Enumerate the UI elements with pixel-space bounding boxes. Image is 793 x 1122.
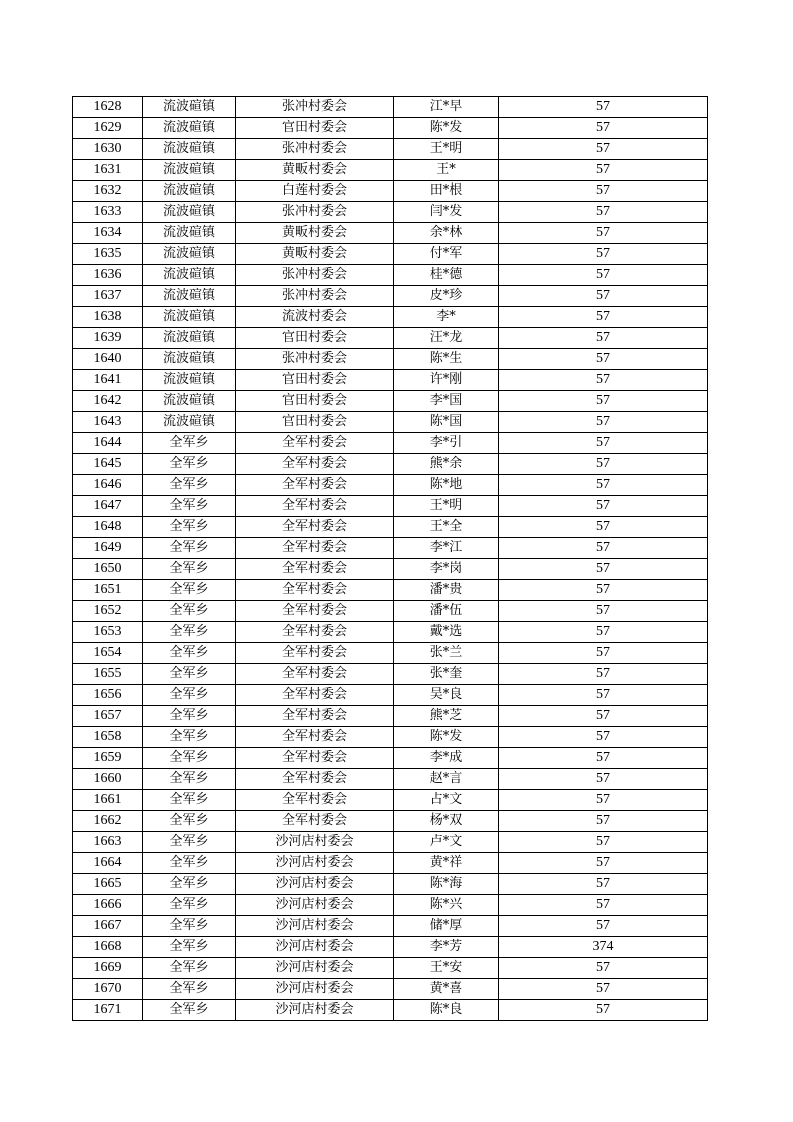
name-cell: 张*兰 (394, 643, 499, 664)
amount-cell: 57 (499, 286, 708, 307)
township-cell: 全军乡 (143, 895, 236, 916)
township-cell: 流波碹镇 (143, 349, 236, 370)
name-cell: 陈*生 (394, 349, 499, 370)
name-cell: 江*早 (394, 97, 499, 118)
village-committee-cell: 白莲村委会 (236, 181, 394, 202)
serial-number-cell: 1652 (73, 601, 143, 622)
village-committee-cell: 官田村委会 (236, 118, 394, 139)
amount-cell: 57 (499, 307, 708, 328)
table-row (73, 139, 708, 160)
table-row (73, 223, 708, 244)
name-cell: 李* (394, 307, 499, 328)
table-row (73, 265, 708, 286)
table-row (73, 643, 708, 664)
table-row (73, 181, 708, 202)
serial-number-cell: 1662 (73, 811, 143, 832)
table-row (73, 874, 708, 895)
amount-cell: 57 (499, 349, 708, 370)
name-cell: 闫*发 (394, 202, 499, 223)
serial-number-cell: 1661 (73, 790, 143, 811)
village-committee-cell: 全军村委会 (236, 790, 394, 811)
amount-cell: 57 (499, 118, 708, 139)
village-committee-cell: 全军村委会 (236, 454, 394, 475)
village-committee-cell: 全军村委会 (236, 664, 394, 685)
township-cell: 流波碹镇 (143, 97, 236, 118)
amount-cell: 57 (499, 643, 708, 664)
name-cell: 潘*伍 (394, 601, 499, 622)
amount-cell: 57 (499, 685, 708, 706)
name-cell: 杨*双 (394, 811, 499, 832)
township-cell: 流波碹镇 (143, 370, 236, 391)
township-cell: 全军乡 (143, 538, 236, 559)
village-committee-cell: 沙河店村委会 (236, 958, 394, 979)
amount-cell: 57 (499, 454, 708, 475)
name-cell: 王*全 (394, 517, 499, 538)
table-row (73, 202, 708, 223)
amount-cell: 57 (499, 853, 708, 874)
amount-cell: 57 (499, 832, 708, 853)
village-committee-cell: 黄畈村委会 (236, 223, 394, 244)
amount-cell: 57 (499, 391, 708, 412)
table-row (73, 559, 708, 580)
amount-cell: 57 (499, 139, 708, 160)
amount-cell: 57 (499, 160, 708, 181)
township-cell: 全军乡 (143, 601, 236, 622)
table-row (73, 1000, 708, 1021)
township-cell: 流波碹镇 (143, 160, 236, 181)
village-committee-cell: 官田村委会 (236, 370, 394, 391)
township-cell: 流波碹镇 (143, 244, 236, 265)
amount-cell: 57 (499, 811, 708, 832)
amount-cell: 57 (499, 181, 708, 202)
table-row (73, 811, 708, 832)
village-committee-cell: 黄畈村委会 (236, 160, 394, 181)
name-cell: 陈*兴 (394, 895, 499, 916)
serial-number-cell: 1657 (73, 706, 143, 727)
village-committee-cell: 张冲村委会 (236, 265, 394, 286)
serial-number-cell: 1630 (73, 139, 143, 160)
name-cell: 皮*珍 (394, 286, 499, 307)
serial-number-cell: 1644 (73, 433, 143, 454)
amount-cell: 57 (499, 202, 708, 223)
village-committee-cell: 全军村委会 (236, 475, 394, 496)
table-row (73, 979, 708, 1000)
township-cell: 全军乡 (143, 811, 236, 832)
name-cell: 张*奎 (394, 664, 499, 685)
amount-cell: 57 (499, 517, 708, 538)
township-cell: 全军乡 (143, 874, 236, 895)
township-cell: 流波碹镇 (143, 391, 236, 412)
serial-number-cell: 1632 (73, 181, 143, 202)
name-cell: 黄*祥 (394, 853, 499, 874)
table-row (73, 391, 708, 412)
table-row (73, 580, 708, 601)
township-cell: 全军乡 (143, 433, 236, 454)
name-cell: 陈*良 (394, 1000, 499, 1021)
amount-cell: 57 (499, 769, 708, 790)
table-row (73, 286, 708, 307)
amount-cell: 57 (499, 559, 708, 580)
township-cell: 全军乡 (143, 517, 236, 538)
table-row (73, 622, 708, 643)
serial-number-cell: 1629 (73, 118, 143, 139)
serial-number-cell: 1655 (73, 664, 143, 685)
name-cell: 王*明 (394, 139, 499, 160)
village-committee-cell: 沙河店村委会 (236, 916, 394, 937)
village-committee-cell: 沙河店村委会 (236, 1000, 394, 1021)
serial-number-cell: 1660 (73, 769, 143, 790)
serial-number-cell: 1653 (73, 622, 143, 643)
amount-cell: 57 (499, 475, 708, 496)
village-committee-cell: 沙河店村委会 (236, 979, 394, 1000)
amount-cell: 57 (499, 895, 708, 916)
township-cell: 流波碹镇 (143, 412, 236, 433)
serial-number-cell: 1665 (73, 874, 143, 895)
village-committee-cell: 沙河店村委会 (236, 874, 394, 895)
township-cell: 流波碹镇 (143, 202, 236, 223)
table-row (73, 853, 708, 874)
amount-cell: 57 (499, 958, 708, 979)
name-cell: 桂*德 (394, 265, 499, 286)
serial-number-cell: 1645 (73, 454, 143, 475)
township-cell: 全军乡 (143, 580, 236, 601)
serial-number-cell: 1668 (73, 937, 143, 958)
township-cell: 全军乡 (143, 748, 236, 769)
village-committee-cell: 沙河店村委会 (236, 937, 394, 958)
village-committee-cell: 全军村委会 (236, 706, 394, 727)
township-cell: 流波碹镇 (143, 181, 236, 202)
township-cell: 全军乡 (143, 622, 236, 643)
table-row (73, 748, 708, 769)
serial-number-cell: 1642 (73, 391, 143, 412)
serial-number-cell: 1666 (73, 895, 143, 916)
village-committee-cell: 官田村委会 (236, 391, 394, 412)
serial-number-cell: 1641 (73, 370, 143, 391)
village-committee-cell: 全军村委会 (236, 496, 394, 517)
village-committee-cell: 张冲村委会 (236, 286, 394, 307)
serial-number-cell: 1631 (73, 160, 143, 181)
name-cell: 储*厚 (394, 916, 499, 937)
amount-cell: 57 (499, 874, 708, 895)
amount-cell: 57 (499, 979, 708, 1000)
name-cell: 戴*选 (394, 622, 499, 643)
township-cell: 全军乡 (143, 979, 236, 1000)
amount-cell: 57 (499, 916, 708, 937)
village-committee-cell: 官田村委会 (236, 328, 394, 349)
amount-cell: 57 (499, 433, 708, 454)
village-committee-cell: 全军村委会 (236, 811, 394, 832)
serial-number-cell: 1664 (73, 853, 143, 874)
table-row (73, 727, 708, 748)
township-cell: 全军乡 (143, 475, 236, 496)
serial-number-cell: 1636 (73, 265, 143, 286)
amount-cell: 57 (499, 370, 708, 391)
serial-number-cell: 1646 (73, 475, 143, 496)
township-cell: 流波碹镇 (143, 286, 236, 307)
village-committee-cell: 全军村委会 (236, 601, 394, 622)
table-row (73, 349, 708, 370)
serial-number-cell: 1654 (73, 643, 143, 664)
table-row (73, 496, 708, 517)
name-cell: 王*明 (394, 496, 499, 517)
serial-number-cell: 1647 (73, 496, 143, 517)
table-row (73, 370, 708, 391)
table-row (73, 118, 708, 139)
village-committee-cell: 张冲村委会 (236, 349, 394, 370)
village-committee-cell: 沙河店村委会 (236, 853, 394, 874)
village-committee-cell: 全军村委会 (236, 769, 394, 790)
name-cell: 陈*发 (394, 118, 499, 139)
table-row (73, 160, 708, 181)
amount-cell: 57 (499, 727, 708, 748)
table-row (73, 937, 708, 958)
village-committee-cell: 流波村委会 (236, 307, 394, 328)
serial-number-cell: 1658 (73, 727, 143, 748)
township-cell: 全军乡 (143, 832, 236, 853)
name-cell: 卢*文 (394, 832, 499, 853)
name-cell: 汪*龙 (394, 328, 499, 349)
village-committee-cell: 张冲村委会 (236, 202, 394, 223)
village-committee-cell: 全军村委会 (236, 559, 394, 580)
serial-number-cell: 1640 (73, 349, 143, 370)
name-cell: 王* (394, 160, 499, 181)
name-cell: 李*成 (394, 748, 499, 769)
village-committee-cell: 全军村委会 (236, 748, 394, 769)
serial-number-cell: 1637 (73, 286, 143, 307)
table-row (73, 307, 708, 328)
serial-number-cell: 1643 (73, 412, 143, 433)
amount-cell: 57 (499, 1000, 708, 1021)
table-row (73, 517, 708, 538)
name-cell: 赵*言 (394, 769, 499, 790)
village-committee-cell: 全军村委会 (236, 622, 394, 643)
township-cell: 流波碹镇 (143, 307, 236, 328)
village-committee-cell: 张冲村委会 (236, 97, 394, 118)
township-cell: 全军乡 (143, 685, 236, 706)
amount-cell: 57 (499, 328, 708, 349)
table-row (73, 664, 708, 685)
serial-number-cell: 1628 (73, 97, 143, 118)
amount-cell: 57 (499, 223, 708, 244)
serial-number-cell: 1649 (73, 538, 143, 559)
township-cell: 全军乡 (143, 916, 236, 937)
name-cell: 李*岗 (394, 559, 499, 580)
township-cell: 流波碹镇 (143, 328, 236, 349)
amount-cell: 57 (499, 706, 708, 727)
name-cell: 王*安 (394, 958, 499, 979)
name-cell: 李*引 (394, 433, 499, 454)
amount-cell: 57 (499, 748, 708, 769)
serial-number-cell: 1671 (73, 1000, 143, 1021)
name-cell: 余*林 (394, 223, 499, 244)
table-row (73, 958, 708, 979)
amount-cell: 57 (499, 97, 708, 118)
serial-number-cell: 1669 (73, 958, 143, 979)
village-committee-cell: 全军村委会 (236, 643, 394, 664)
amount-cell: 57 (499, 580, 708, 601)
table-row (73, 685, 708, 706)
village-committee-cell: 黄畈村委会 (236, 244, 394, 265)
name-cell: 陈*地 (394, 475, 499, 496)
township-cell: 全军乡 (143, 937, 236, 958)
township-cell: 流波碹镇 (143, 118, 236, 139)
township-cell: 全军乡 (143, 1000, 236, 1021)
township-cell: 全军乡 (143, 958, 236, 979)
township-cell: 全军乡 (143, 853, 236, 874)
township-cell: 全军乡 (143, 559, 236, 580)
village-committee-cell: 沙河店村委会 (236, 832, 394, 853)
name-cell: 李*国 (394, 391, 499, 412)
data-table (72, 96, 708, 1021)
township-cell: 全军乡 (143, 664, 236, 685)
table-row (73, 244, 708, 265)
amount-cell: 57 (499, 790, 708, 811)
table-row (73, 895, 708, 916)
name-cell: 陈*国 (394, 412, 499, 433)
name-cell: 潘*贵 (394, 580, 499, 601)
name-cell: 李*江 (394, 538, 499, 559)
township-cell: 流波碹镇 (143, 223, 236, 244)
serial-number-cell: 1651 (73, 580, 143, 601)
name-cell: 熊*余 (394, 454, 499, 475)
table-row (73, 706, 708, 727)
township-cell: 全军乡 (143, 643, 236, 664)
village-committee-cell: 沙河店村委会 (236, 895, 394, 916)
township-cell: 全军乡 (143, 769, 236, 790)
table-row (73, 412, 708, 433)
village-committee-cell: 全军村委会 (236, 538, 394, 559)
table-row (73, 832, 708, 853)
table-row (73, 97, 708, 118)
serial-number-cell: 1650 (73, 559, 143, 580)
township-cell: 全军乡 (143, 790, 236, 811)
serial-number-cell: 1670 (73, 979, 143, 1000)
serial-number-cell: 1633 (73, 202, 143, 223)
name-cell: 熊*芝 (394, 706, 499, 727)
amount-cell: 57 (499, 244, 708, 265)
table-row (73, 601, 708, 622)
table-row (73, 538, 708, 559)
village-committee-cell: 官田村委会 (236, 412, 394, 433)
township-cell: 全军乡 (143, 706, 236, 727)
amount-cell: 374 (499, 937, 708, 958)
name-cell: 黄*喜 (394, 979, 499, 1000)
village-committee-cell: 全军村委会 (236, 727, 394, 748)
township-cell: 全军乡 (143, 496, 236, 517)
amount-cell: 57 (499, 538, 708, 559)
name-cell: 吴*良 (394, 685, 499, 706)
amount-cell: 57 (499, 496, 708, 517)
village-committee-cell: 全军村委会 (236, 433, 394, 454)
township-cell: 流波碹镇 (143, 139, 236, 160)
amount-cell: 57 (499, 601, 708, 622)
table-body (73, 97, 708, 1021)
name-cell: 李*芳 (394, 937, 499, 958)
amount-cell: 57 (499, 664, 708, 685)
serial-number-cell: 1663 (73, 832, 143, 853)
name-cell: 田*根 (394, 181, 499, 202)
township-cell: 全军乡 (143, 454, 236, 475)
name-cell: 许*刚 (394, 370, 499, 391)
name-cell: 占*文 (394, 790, 499, 811)
village-committee-cell: 全军村委会 (236, 685, 394, 706)
village-committee-cell: 全军村委会 (236, 517, 394, 538)
serial-number-cell: 1667 (73, 916, 143, 937)
township-cell: 全军乡 (143, 727, 236, 748)
serial-number-cell: 1659 (73, 748, 143, 769)
table-row (73, 328, 708, 349)
name-cell: 陈*发 (394, 727, 499, 748)
amount-cell: 57 (499, 412, 708, 433)
township-cell: 流波碹镇 (143, 265, 236, 286)
table-row (73, 475, 708, 496)
name-cell: 付*军 (394, 244, 499, 265)
amount-cell: 57 (499, 265, 708, 286)
table-row (73, 790, 708, 811)
serial-number-cell: 1635 (73, 244, 143, 265)
serial-number-cell: 1656 (73, 685, 143, 706)
serial-number-cell: 1634 (73, 223, 143, 244)
amount-cell: 57 (499, 622, 708, 643)
table-row (73, 433, 708, 454)
serial-number-cell: 1639 (73, 328, 143, 349)
table-row (73, 769, 708, 790)
village-committee-cell: 全军村委会 (236, 580, 394, 601)
serial-number-cell: 1638 (73, 307, 143, 328)
name-cell: 陈*海 (394, 874, 499, 895)
table-row (73, 454, 708, 475)
serial-number-cell: 1648 (73, 517, 143, 538)
village-committee-cell: 张冲村委会 (236, 139, 394, 160)
table-row (73, 916, 708, 937)
